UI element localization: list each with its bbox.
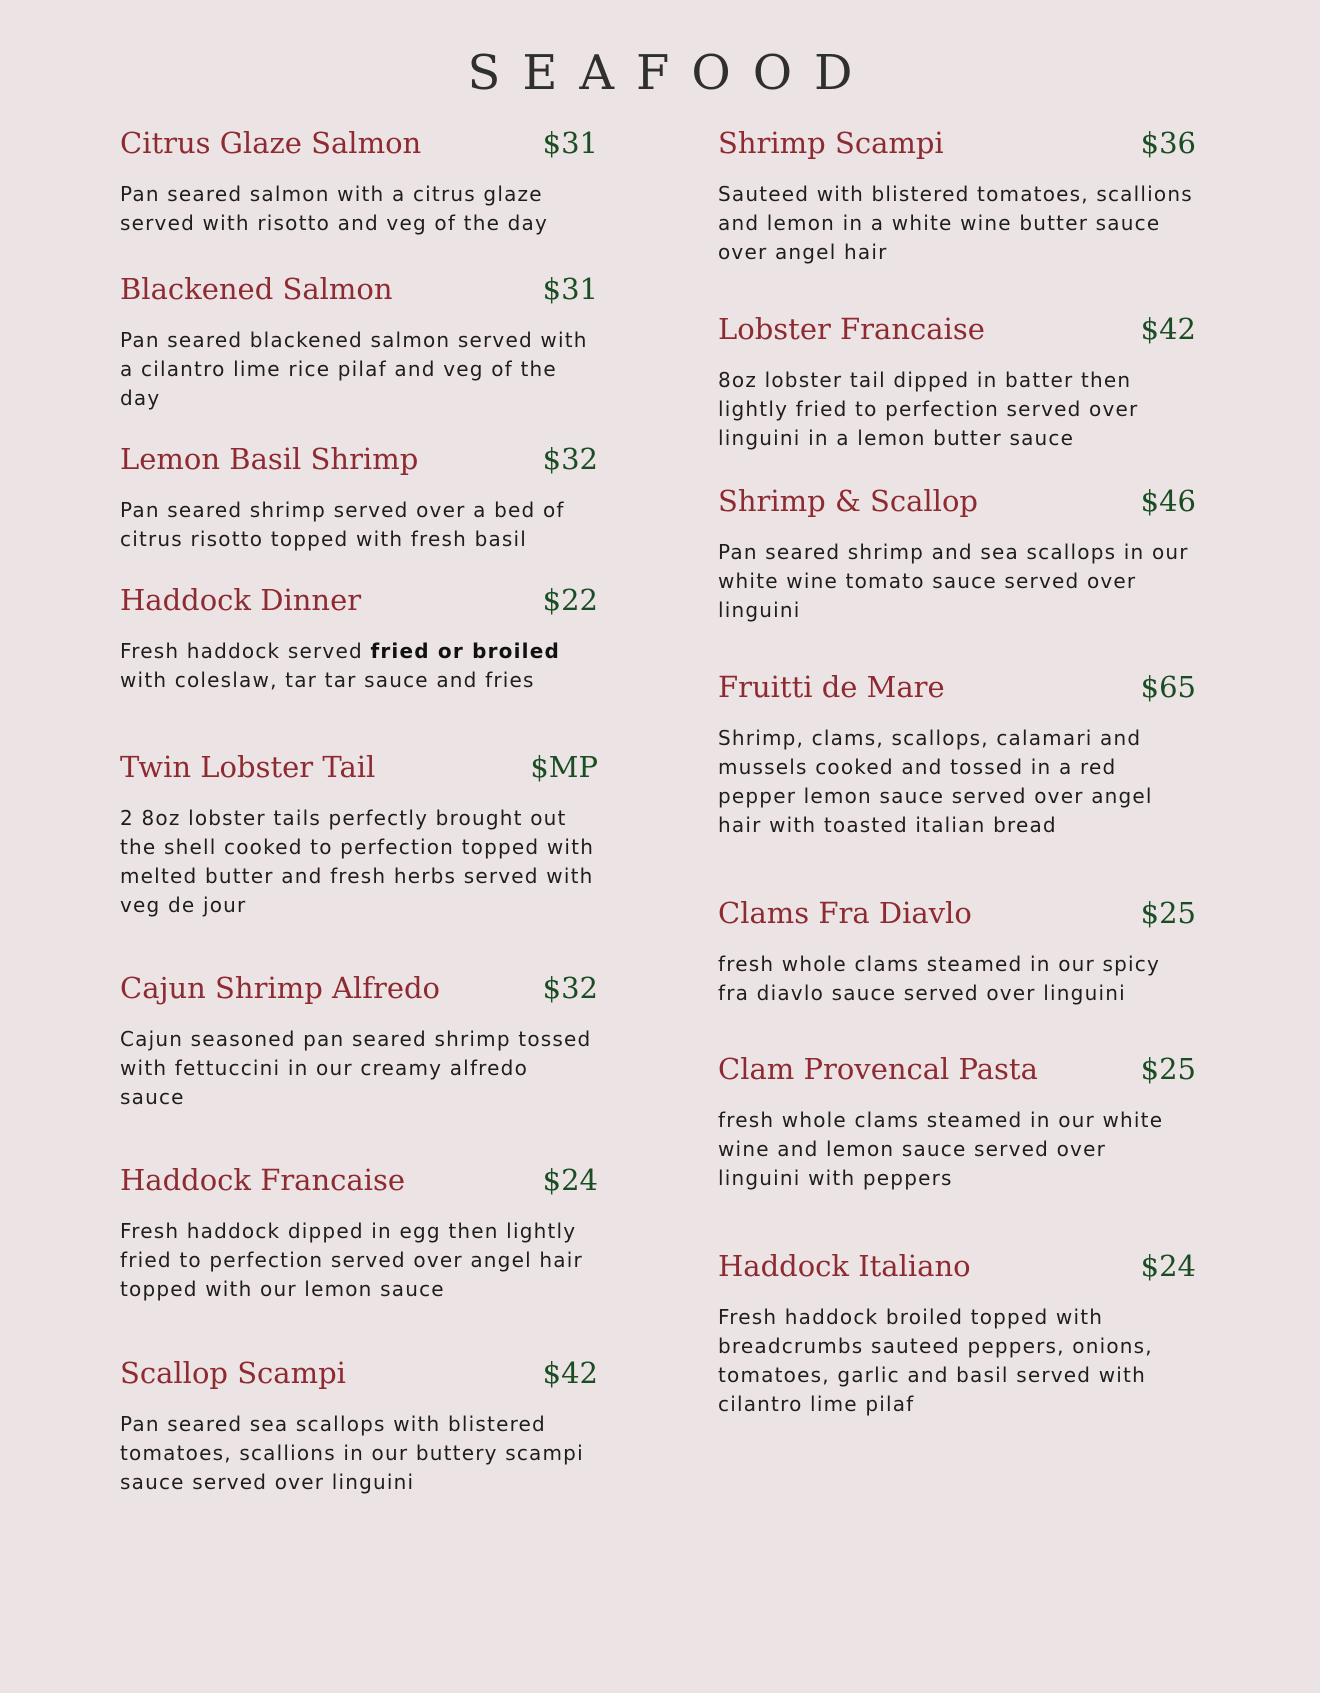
item-header xyxy=(718,312,1196,350)
item-name: Clams Fra Diavlo xyxy=(718,896,972,930)
item-header xyxy=(718,1249,1196,1287)
item-price: $46 xyxy=(1140,484,1196,518)
item-header xyxy=(718,1052,1196,1090)
item-header xyxy=(120,750,598,788)
menu-item xyxy=(120,971,598,1112)
menu-item xyxy=(120,272,598,413)
item-name: Scallop Scampi xyxy=(120,1356,346,1390)
item-header xyxy=(120,971,598,1009)
item-price: $25 xyxy=(1140,896,1196,930)
item-price: $31 xyxy=(542,126,598,160)
item-description: Pan seared sea scallops with blistered tomatoes, scallions in our buttery scampi sauce served over linguini xyxy=(120,1412,584,1494)
item-name: Shrimp Scampi xyxy=(718,126,944,160)
menu-item xyxy=(120,583,598,695)
menu-item xyxy=(718,312,1196,453)
item-name: Citrus Glaze Salmon xyxy=(120,126,422,160)
item-description: Pan seared shrimp served over a bed of citrus risotto topped with fresh basil xyxy=(120,498,565,551)
item-description: Fresh haddock dipped in egg then lightly fried to perfection served over angel hair topped with our lemon sauce xyxy=(120,1219,583,1301)
desc-emphasis: fried or broiled xyxy=(370,639,560,663)
item-price: $65 xyxy=(1140,670,1196,704)
item-name: Haddock Italiano xyxy=(718,1249,971,1283)
item-name: Lemon Basil Shrimp xyxy=(120,442,419,476)
item-description: Pan seared salmon with a citrus glaze served with risotto and veg of the day xyxy=(120,182,549,235)
item-description: fresh whole clams steamed in our spicy fra diavlo sauce served over linguini xyxy=(718,952,1160,1005)
item-header xyxy=(120,1163,598,1201)
item-price: $32 xyxy=(542,442,598,476)
item-header xyxy=(120,442,598,480)
item-name: Haddock Francaise xyxy=(120,1163,406,1197)
menu-item xyxy=(120,1163,598,1304)
menu-item xyxy=(718,1249,1196,1419)
menu-item xyxy=(120,442,598,554)
item-description xyxy=(120,637,598,695)
item-header xyxy=(120,583,598,621)
item-name: Fruitti de Mare xyxy=(718,670,945,704)
item-name: Shrimp & Scallop xyxy=(718,484,978,518)
item-description: Fresh haddock broiled topped with breadcrumbs sauteed peppers, onions, tomatoes, garlic and basil served with cilantro lime pilaf xyxy=(718,1305,1153,1416)
item-price: $31 xyxy=(542,272,598,306)
item-price: $25 xyxy=(1140,1052,1196,1086)
item-description: fresh whole clams steamed in our white wine and lemon sauce served over linguini with peppers xyxy=(718,1108,1164,1190)
item-header xyxy=(718,484,1196,522)
item-name: Blackened Salmon xyxy=(120,272,393,306)
item-price: $42 xyxy=(542,1356,598,1390)
item-price: $22 xyxy=(542,583,598,617)
item-header xyxy=(718,896,1196,934)
item-price: $24 xyxy=(1140,1249,1196,1283)
item-name: Haddock Dinner xyxy=(120,583,362,617)
menu-item xyxy=(718,126,1196,267)
item-name: Twin Lobster Tail xyxy=(120,750,376,784)
menu-item xyxy=(718,1052,1196,1193)
item-name: Cajun Shrimp Alfredo xyxy=(120,971,441,1005)
item-price: $24 xyxy=(542,1163,598,1197)
menu-item xyxy=(120,126,598,238)
item-description: Sauteed with blistered tomatoes, scallions and lemon in a white wine butter sauce over angel hair xyxy=(718,182,1193,264)
menu-item xyxy=(120,1356,598,1497)
menu-item xyxy=(718,670,1196,840)
item-price: $32 xyxy=(542,971,598,1005)
desc-text: with coleslaw, tar tar sauce and fries xyxy=(120,668,535,692)
menu-item xyxy=(718,484,1196,625)
menu-item xyxy=(718,896,1196,1008)
item-header xyxy=(120,272,598,310)
item-description: Cajun seasoned pan seared shrimp tossed with fettuccini in our creamy alfredo sauce xyxy=(120,1027,592,1109)
item-header xyxy=(120,126,598,164)
item-description: Pan seared blackened salmon served with a cilantro lime rice pilaf and veg of the day xyxy=(120,328,588,410)
menu-item xyxy=(120,750,598,920)
item-price: $42 xyxy=(1140,312,1196,346)
item-name: Lobster Francaise xyxy=(718,312,985,346)
item-header xyxy=(718,670,1196,708)
item-description: Pan seared shrimp and sea scallops in our white wine tomato sauce served over linguini xyxy=(718,540,1189,622)
item-price: $MP xyxy=(530,750,598,784)
item-description: 8oz lobster tail dipped in batter then lightly fried to perfection served over linguini in a lemon butter sauce xyxy=(718,368,1139,450)
item-description: 2 8oz lobster tails perfectly brought out the shell cooked to perfection topped with melted butter and fresh herbs served with veg de jour xyxy=(120,806,595,917)
item-description: Shrimp, clams, scallops, calamari and mussels cooked and tossed in a red pepper lemon sauce served over angel hair with toasted italian bread xyxy=(718,726,1153,837)
item-header xyxy=(718,126,1196,164)
item-name: Clam Provencal Pasta xyxy=(718,1052,1038,1086)
item-header xyxy=(120,1356,598,1394)
desc-text: Fresh haddock served xyxy=(120,639,371,663)
item-price: $36 xyxy=(1140,126,1196,160)
page-title: SEAFOOD xyxy=(467,45,875,101)
